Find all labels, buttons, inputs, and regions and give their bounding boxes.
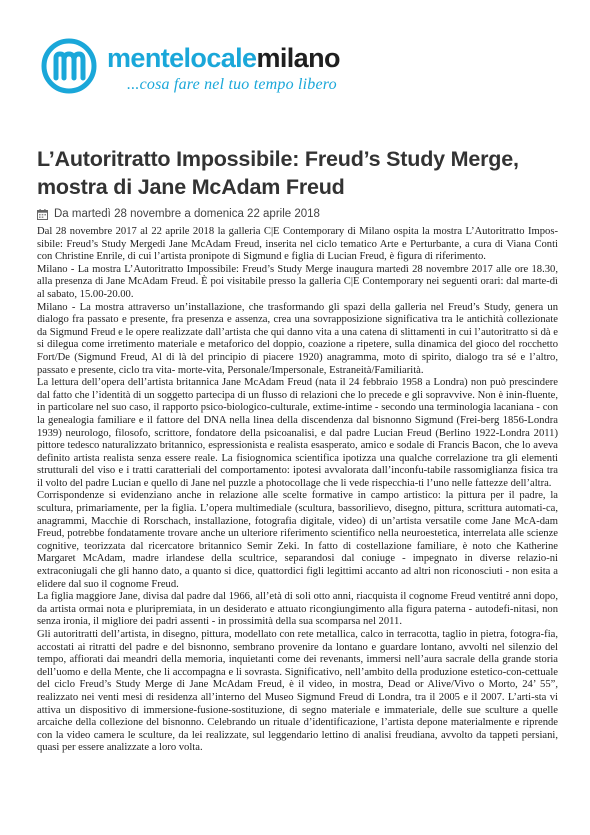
- article-body: [37, 226, 558, 755]
- article-paragraph: Corrispondenze si evidenziano anche in relazione alle scelte formative in campo artistico: la pittura per il padre, la scultura, primariamente, per la figlia. L’opera multimediale (scultura, bassorilievo, disegno, pittura, scrittura automati-ca, anagrammi, Macchie di Rorschach, installazione, fotografia digitale, video) di un’artista versatile come Jane McA-dam Freud, potrebbe fondatamente trovare anche un ulteriore riferimento scientifico nella neuroestetica, interrelata alle scienze cognitive, teorizzata dal ricercatore britannico Semir Zeki. In fatto di costellazione familiare, è noto che Katherine Margaret McAdam, madre irlandese della scultrice, separandosi dal coniuge - impegnato in diverse relazio-ni extraconiugali che gli hanno dato, a quanto si dice, quattordici figli legittimi accanto ad altri non riconosciuti - non esita a elidere dal suo il cognome Freud.: [37, 490, 558, 590]
- logo-brand: mentelocale: [107, 43, 257, 73]
- article-paragraph: La lettura dell’opera dell’artista britannica Jane McAdam Freud (nata il 24 febbraio 1958 a Londra) non può prescindere dal fatto che l’identità di un soggetto partecipa di un flusso di relazioni che lo precede e gli sopravvive. Non è inin-fluente, in particolare nel suo caso, il rapporto psico-biologico-culturale, extime-intime - secondo una terminologia lacaniana - con la genealogia familiare e il fattore del DNA nella linea della discendenza dal bisnonno Sigmund (Frei-berg 1856-Londra 1939) neurologo, filosofo, scrittore, fondatore della psicoanalisi, e dal padre Lucian Freud (Berlino 1922-Londra 2011) pittore tedesco naturalizzato britannico, espressionista e realista esasperato, amico e sodale di Francis Bacon, che lo aveva definito artista realista senza essere reale. La fisiognomica scientifica ipotizza una qualche correlazione tra gli elementi strutturali del viso e i tratti caratteriali del comportamento: ipotesi avvalorata dall’inconfu-tabile rassomiglianza fisica tra il volto del padre Lucian e quello di Jane nel puzzle a photocollage che li vede rispecchia-ti l’uno nelle fattezze dell’altra.: [37, 377, 558, 489]
- logo-city: milano: [256, 43, 340, 73]
- site-logo[interactable]: [41, 38, 401, 108]
- logo-m-icon: [41, 38, 97, 94]
- article-paragraph: Milano - La mostra L’Autoritratto Impossibile: Freud’s Study Merge inaugura martedì 28 novembre 2017 alle ore 18.30, alla presenza di Jane McAdam Freud. È poi visitabile presso la galleria C|E Contemporary nei seguenti orari: dal marte-dì al sabato, 15.00-20.00.: [37, 263, 558, 300]
- article-paragraph: Dal 28 novembre 2017 al 22 aprile 2018 la galleria C|E Contemporary di Milano ospita la mostra L’Autoritratto Impos-sibile: Freud’s Study Mergedi Jane McAdam Freud, inserita nel ciclo tematico Arte e Perturbante, a cura di Viana Conti con Christine Enrile, di cui l’artista pronipote di Sigmund e figlia di Lucian Freud, è figura di riferimento.: [37, 226, 558, 263]
- calendar-icon: [37, 209, 48, 220]
- article-paragraph: Gli autoritratti dell’artista, in disegno, pittura, modellato con rete metallica, calco in terracotta, taglio in pietra, fotogra-fia, accostati ai ritratti del padre e del bisnonno, sembrano provenire da lontano e guardare lontano, avvolti nel silenzio del tempo, affiorati dai meandri della memoria, inquietanti come dei revenants, immersi nell’aura sacrale della grande storia dell’uomo e della Mente, che li accompagna e li sovrasta. Significativo, nell’ambito della produzione estetico-con-cettuale del ciclo Freud’s Study Merge di Jane McAdam Freud, è il video, in mostra, Dead or Alive/Vivo o Morto, 24’ 55”, realizzato nei venti mesi di residenza all’interno del Museo Sigmund Freud di Londra, tra il 2005 e il 2007. L’arti-sta vi attiva un dispositivo di immersione-fusione-sostituzione, di segno materiale e immateriale, delle sue sculture a quelle arcaiche della collezione del bisnonno. Celebrando un rituale d’identificazione, l’artista depone materialmente e riprende con la video camera le sculture, da lei realizzate, sul leggendario lettino di analisi freudiana, avvolto da tappeti persiani, quasi per essere analizzate a loro volta.: [37, 629, 558, 754]
- article-paragraph: Milano - La mostra attraverso un’installazione, che trasformando gli spazi della galleria nel Freud’s Study, genera un dialogo fra passato e presente, fra presenza e assenza, crea una sovrapposizione significativa tra le antichità collezionate da Sigmund Freud e le opere realizzate dall’artista che qui danno vita a una catena di slittamenti in cui l’autoritratto si dà e si dilegua come irretimento materiale e metaforico del doppio, coazione a ripetere, sulla dinamica del gioco del rocchetto Fort/De (Sigmund Freud, Al di là del principio di piacere 1920) anagramma, moto di spirito, dialogo tra sé e l’altro, passato e presente, ciclo tra vita- morte-vita, Personale/Impersonale, Estraneità/Familiarità.: [37, 301, 558, 376]
- article-title: L’Autoritratto Impossibile: Freud’s Study Merge, mostra di Jane McAdam Freud: [37, 147, 519, 199]
- event-dates: [37, 206, 320, 222]
- article-paragraph: La figlia maggiore Jane, divisa dal padre dal 1966, all’età di soli otto anni, riacquista il cognome Freud ventitré anni dopo, da artista ormai nota e pluripremiata, in un desiderato e attuato ricongiungimento alla figura paterna - autodefi-nitasi, non senza ironia, il migliore dei padri assenti - in prossimità della sua scomparsa nel 2011.: [37, 591, 558, 628]
- event-dates-text: Da martedì 28 novembre a domenica 22 aprile 2018: [54, 208, 320, 220]
- logo-tagline: ...cosa fare nel tuo tempo libero: [127, 76, 337, 93]
- logo-wordmark: [107, 42, 340, 74]
